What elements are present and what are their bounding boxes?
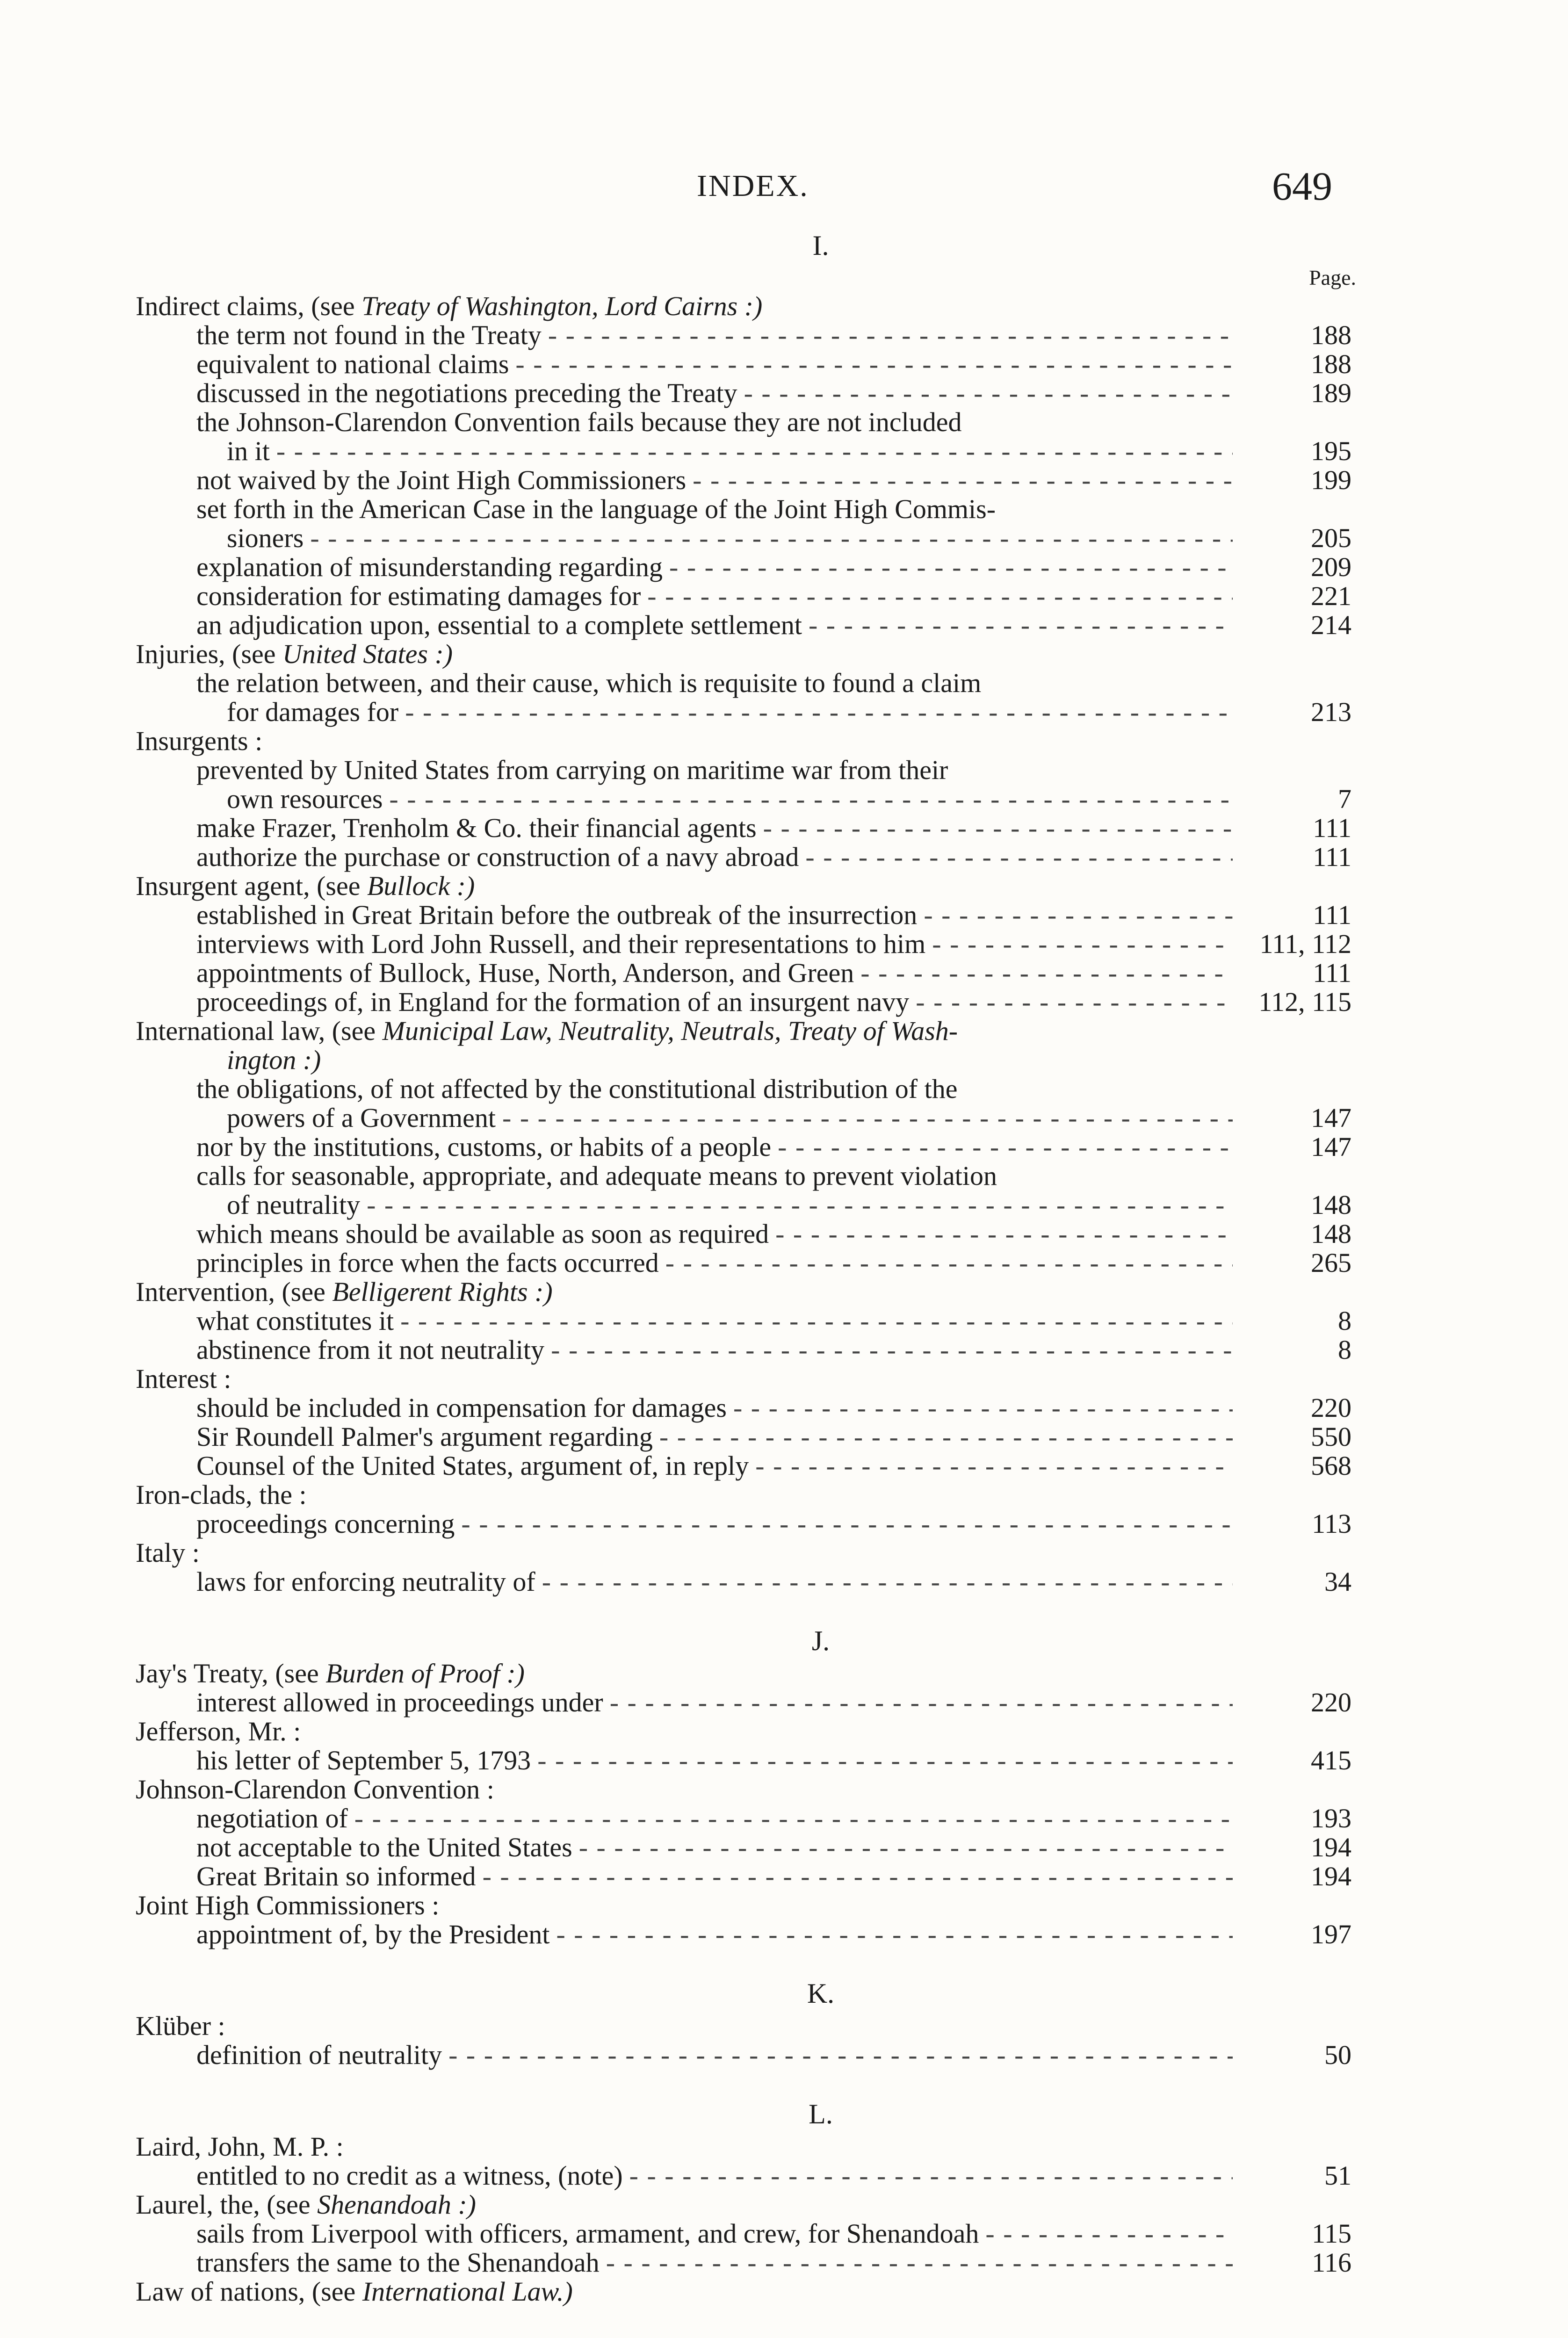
leader-dots (515, 350, 1233, 379)
entry-label: Joint High Commissioners : (136, 1890, 440, 1920)
index-entry (136, 611, 1366, 640)
leader-dots (924, 901, 1233, 930)
cross-reference: Belligerent Rights :) (332, 1277, 553, 1307)
index-entry (136, 1688, 1366, 1717)
leader-dots (805, 843, 1233, 872)
page-reference: 220 (1311, 1393, 1351, 1423)
entry-label: discussed in the negotiations preceding the Treaty (196, 378, 737, 408)
leader-dots (809, 611, 1233, 640)
page-reference: 113 (1312, 1508, 1351, 1539)
index-entry (136, 1891, 1366, 1920)
entry-text (196, 1509, 455, 1538)
page-reference: 8 (1338, 1335, 1351, 1365)
index-entry (136, 1509, 1366, 1538)
entry-text (196, 2041, 442, 2070)
index-entry (136, 524, 1366, 553)
index-entry (136, 2132, 1366, 2161)
page-reference: 214 (1311, 610, 1351, 640)
index-entry (136, 756, 1366, 785)
entry-label: sails from Liverpool with officers, armament, and crew, for Shenandoah (196, 2218, 979, 2249)
entry-text (227, 1104, 496, 1133)
index-entry (136, 959, 1366, 988)
page-reference: 221 (1311, 581, 1351, 611)
entry-label: the Johnson-Clarendon Convention fails because they are not included (196, 407, 962, 437)
index-entry (136, 669, 1366, 698)
entry-label: established in Great Britain before the outbreak of the insurrection (196, 900, 918, 930)
page-reference: 148 (1311, 1190, 1351, 1220)
entry-text (196, 1335, 544, 1364)
index-entry (136, 698, 1366, 727)
index-entry (136, 1775, 1366, 1804)
cross-reference: ington :) (227, 1045, 321, 1075)
entry-label: authorize the purchase or construction of a navy abroad (196, 842, 799, 872)
entry-text (196, 2219, 979, 2248)
entry-text (136, 2277, 573, 2306)
index-entry (136, 437, 1366, 466)
index-entry (136, 930, 1366, 959)
cross-reference: International Law.) (362, 2276, 573, 2307)
entry-text (196, 1248, 659, 1277)
index-entry (136, 2012, 1366, 2041)
entry-text (196, 495, 996, 524)
index-body (136, 229, 1366, 2306)
entry-label: consideration for estimating damages for (196, 581, 641, 611)
cross-reference: United States :) (282, 639, 453, 669)
index-entry (136, 1017, 1366, 1046)
page-reference: 209 (1311, 552, 1351, 582)
index-entry (136, 2161, 1366, 2190)
entry-text (196, 843, 799, 872)
entry-label: Insurgents : (136, 726, 263, 756)
leader-dots (647, 582, 1233, 611)
entry-label: principles in force when the facts occurred (196, 1248, 659, 1278)
index-entry (136, 1538, 1366, 1567)
index-entry (136, 1191, 1366, 1220)
entry-text (196, 321, 542, 350)
leader-dots (448, 2041, 1233, 2070)
page-reference: 147 (1311, 1132, 1351, 1162)
leader-dots (916, 988, 1233, 1017)
section-letter: J. (811, 1625, 830, 1656)
index-entry (136, 1746, 1366, 1775)
entry-text (227, 698, 398, 727)
entry-label: in it (227, 436, 270, 466)
entry-text (136, 2012, 225, 2041)
entry-label: make Frazer, Trenholm & Co. their financial agents (196, 813, 757, 843)
index-entry (136, 2277, 1366, 2306)
entry-label: Great Britain so informed (196, 1861, 476, 1891)
page-reference: 568 (1311, 1450, 1351, 1481)
entry-text (196, 611, 802, 640)
page-reference: 115 (1312, 2218, 1351, 2249)
index-entry (136, 2248, 1366, 2277)
page-reference: 195 (1311, 436, 1351, 466)
entry-text (136, 2132, 344, 2161)
entry-label: not waived by the Joint High Commissioners (196, 465, 686, 495)
leader-dots (354, 1804, 1233, 1833)
section-letter: K. (807, 1978, 835, 2009)
entry-label: transfers the same to the Shenandoah (196, 2247, 600, 2278)
entry-label: nor by the institutions, customs, or habits of a people (196, 1132, 772, 1162)
cross-reference: Shenandoah :) (317, 2189, 476, 2220)
entry-text (136, 1538, 200, 1567)
page-reference: 205 (1311, 523, 1351, 553)
entry-text (196, 930, 925, 959)
entry-label: of neutrality (227, 1190, 361, 1220)
leader-dots (669, 553, 1233, 582)
entry-text (196, 2248, 600, 2277)
leader-dots (775, 1220, 1233, 1248)
entry-text (196, 1422, 653, 1451)
entry-label: the relation between, and their cause, which is requisite to found a claim (196, 668, 982, 698)
entry-label: Laurel, the, (see (136, 2189, 318, 2220)
entry-label: Iron-clads, the : (136, 1479, 307, 1510)
entry-label: Johnson-Clarendon Convention : (136, 1774, 494, 1804)
entry-label: what constitutes it (196, 1306, 394, 1336)
entry-text (136, 1775, 494, 1804)
entry-text (227, 1191, 360, 1220)
page-reference: 194 (1311, 1832, 1351, 1862)
index-entry (136, 2190, 1366, 2219)
entry-text (136, 1277, 553, 1306)
entry-label: which means should be available as soon as required (196, 1219, 769, 1249)
entry-label: proceedings of, in England for the formation of an insurgent navy (196, 987, 910, 1017)
page-title: INDEX. (697, 169, 809, 203)
entry-label: abstinence from it not neutrality (196, 1335, 545, 1365)
leader-dots (733, 1393, 1233, 1422)
entry-text (196, 350, 509, 379)
cross-reference: Treaty of Washington, Lord Cairns :) (361, 291, 763, 321)
entry-text (196, 959, 854, 988)
page-reference: 188 (1311, 349, 1351, 379)
entry-label: prevented by United States from carrying on maritime war from their (196, 755, 948, 785)
index-entry (136, 553, 1366, 582)
leader-dots (537, 1746, 1233, 1775)
entry-text (196, 1133, 771, 1162)
index-entry (136, 785, 1366, 814)
page-reference: 193 (1311, 1803, 1351, 1833)
entry-label: should be included in compensation for damages (196, 1393, 727, 1423)
entry-text (196, 1833, 572, 1862)
page-reference: 111 (1313, 900, 1351, 930)
entry-label: Insurgent agent, (see (136, 871, 367, 901)
leader-dots (400, 1306, 1233, 1335)
entry-label: Italy : (136, 1537, 200, 1568)
page-reference: 148 (1311, 1219, 1351, 1249)
page-reference: 188 (1311, 320, 1351, 350)
entry-label: Sir Roundell Palmer's argument regarding (196, 1422, 653, 1452)
leader-dots (405, 698, 1233, 727)
page-reference: 147 (1311, 1103, 1351, 1133)
index-entry (136, 1393, 1366, 1422)
entry-label: his letter of September 5, 1793 (196, 1745, 531, 1775)
entry-text (136, 1017, 958, 1046)
entry-text (196, 901, 917, 930)
page-number: 649 (1272, 164, 1332, 209)
entry-text (196, 466, 686, 495)
index-entry (136, 843, 1366, 872)
index-entry (136, 1277, 1366, 1306)
entry-label: Law of nations, (see (136, 2276, 362, 2307)
entry-text (196, 2161, 623, 2190)
page-header (0, 164, 1568, 224)
index-entry (136, 1335, 1366, 1364)
entry-label: interest allowed in proceedings under (196, 1687, 603, 1717)
index-entry (136, 1075, 1366, 1104)
leader-dots (778, 1133, 1233, 1162)
page-reference: 111 (1313, 958, 1351, 988)
entry-text (196, 1567, 535, 1596)
leader-dots (860, 959, 1233, 988)
entry-label: negotiation of (196, 1803, 348, 1833)
entry-text (136, 1659, 525, 1688)
index-entry (136, 872, 1366, 901)
entry-text (196, 1746, 531, 1775)
leader-dots (763, 814, 1233, 843)
entry-text (196, 756, 948, 785)
entry-text (196, 1688, 603, 1717)
entry-label: explanation of misunderstanding regarding (196, 552, 663, 582)
entry-label: Klüber : (136, 2011, 225, 2041)
page-reference: 199 (1311, 465, 1351, 495)
page-reference: 50 (1324, 2040, 1351, 2070)
section-letter: I. (812, 230, 829, 261)
index-entry (136, 1248, 1366, 1277)
index-entry (136, 1717, 1366, 1746)
entry-text (196, 1451, 749, 1480)
entry-label: calls for seasonable, appropriate, and adequate means to prevent violation (196, 1161, 997, 1191)
index-entry (136, 2219, 1366, 2248)
index-entry (136, 901, 1366, 930)
leader-dots (548, 321, 1233, 350)
index-entry (136, 1480, 1366, 1509)
cross-reference: Bullock :) (367, 871, 475, 901)
index-entry (136, 1364, 1366, 1393)
index-entry (136, 495, 1366, 524)
entry-label: own resources (227, 784, 383, 814)
entry-text (227, 524, 303, 553)
leader-dots (755, 1451, 1233, 1480)
leader-dots (310, 524, 1233, 553)
page-reference: 34 (1324, 1566, 1351, 1597)
entry-text (196, 1920, 549, 1949)
index-entry (136, 1804, 1366, 1833)
entry-text (196, 814, 757, 843)
entry-text (196, 1862, 476, 1891)
index-entry (136, 1162, 1366, 1191)
leader-dots (659, 1422, 1233, 1451)
leader-dots (542, 1567, 1233, 1596)
index-entry (136, 321, 1366, 350)
page-reference: 111 (1313, 842, 1351, 872)
entry-label: laws for enforcing neutrality of (196, 1566, 535, 1597)
leader-dots (985, 2219, 1233, 2248)
entry-text (196, 1306, 394, 1335)
entry-label: proceedings concerning (196, 1508, 455, 1539)
entry-text (227, 1046, 321, 1075)
entry-label: Indirect claims, (see (136, 291, 362, 321)
entry-label: interviews with Lord John Russell, and their representations to him (196, 929, 926, 959)
page-reference: 265 (1311, 1248, 1351, 1278)
entry-label: Interest : (136, 1364, 231, 1394)
cross-reference: Municipal Law, Neutrality, Neutrals, Treaty of Wash- (382, 1016, 958, 1046)
index-entry (136, 640, 1366, 669)
entry-label: set forth in the American Case in the language of the Joint High Commis- (196, 494, 996, 524)
entry-label: Jefferson, Mr. : (136, 1716, 301, 1746)
entry-label: Injuries, (see (136, 639, 283, 669)
index-entry (136, 814, 1366, 843)
index-entry (136, 988, 1366, 1017)
index-entry (136, 2041, 1366, 2070)
leader-dots (276, 437, 1233, 466)
entry-label: Jay's Treaty, (see (136, 1658, 326, 1689)
leader-dots (483, 1862, 1233, 1891)
entry-label: entitled to no credit as a witness, (note) (196, 2160, 623, 2191)
entry-label: Laird, John, M. P. : (136, 2131, 344, 2162)
leader-dots (389, 785, 1233, 814)
page-reference: 550 (1311, 1422, 1351, 1452)
entry-label: an adjudication upon, essential to a complete settlement (196, 610, 802, 640)
index-entry (136, 1046, 1366, 1075)
index-entry (136, 1862, 1366, 1891)
entry-text (196, 1804, 348, 1833)
entry-label: powers of a Government (227, 1103, 496, 1133)
leader-dots (606, 2248, 1233, 2277)
entry-text (136, 1717, 301, 1746)
entry-text (227, 785, 383, 814)
entry-text (196, 379, 737, 408)
section-letter: L. (809, 2099, 833, 2129)
leader-dots (461, 1509, 1233, 1538)
entry-text (196, 582, 641, 611)
leader-dots (693, 466, 1233, 495)
entry-text (136, 1891, 439, 1920)
index-entry (136, 1451, 1366, 1480)
entry-text (136, 1364, 231, 1393)
index-entry (136, 1833, 1366, 1862)
page-reference: 197 (1311, 1919, 1351, 1949)
index-entry (136, 1920, 1366, 1949)
entry-text (136, 640, 453, 669)
entry-text (136, 2190, 476, 2219)
leader-dots (579, 1833, 1233, 1862)
page-reference: 111 (1313, 813, 1351, 843)
entry-label: appointments of Bullock, Huse, North, Anderson, and Green (196, 958, 854, 988)
entry-text (196, 1162, 997, 1191)
entry-text (136, 872, 475, 901)
leader-dots (556, 1920, 1233, 1949)
index-entry (136, 1422, 1366, 1451)
entry-text (196, 553, 663, 582)
index-entry (136, 1306, 1366, 1335)
entry-label: appointment of, by the President (196, 1919, 550, 1949)
index-entry (136, 408, 1366, 437)
index-entry (136, 1133, 1366, 1162)
page-reference: 116 (1312, 2247, 1351, 2278)
entry-label: Counsel of the United States, argument of, in reply (196, 1450, 749, 1481)
entry-label: International law, (see (136, 1016, 383, 1046)
index-entry (136, 582, 1366, 611)
entry-label: Intervention, (see (136, 1277, 332, 1307)
entry-text (196, 988, 909, 1017)
index-entry (136, 1104, 1366, 1133)
leader-dots (551, 1335, 1233, 1364)
leader-dots (610, 1688, 1233, 1717)
index-entry (136, 466, 1366, 495)
leader-dots (629, 2161, 1233, 2190)
entry-text (136, 292, 762, 321)
page-reference: 194 (1311, 1861, 1351, 1891)
page-reference: 415 (1311, 1745, 1351, 1775)
leader-dots (932, 930, 1233, 959)
index-entry (136, 292, 1366, 321)
entry-text (136, 727, 262, 756)
leader-dots (502, 1104, 1233, 1133)
index-entry (136, 1567, 1366, 1596)
entry-label: not acceptable to the United States (196, 1832, 572, 1862)
entry-label: definition of neutrality (196, 2040, 442, 2070)
page-column-heading: Page. (1309, 266, 1356, 289)
entry-label: the obligations, of not affected by the constitutional distribution of the (196, 1074, 958, 1104)
leader-dots (367, 1191, 1233, 1220)
index-entry (136, 1659, 1366, 1688)
entry-text (196, 1220, 769, 1248)
index-entry (136, 727, 1366, 756)
entry-label: for damages for (227, 697, 399, 727)
entry-label: sioners (227, 523, 304, 553)
page-reference: 213 (1311, 697, 1351, 727)
entry-text (227, 437, 270, 466)
page-reference: 111, 112 (1259, 929, 1351, 959)
entry-text (196, 669, 981, 698)
entry-label: the term not found in the Treaty (196, 320, 542, 350)
entry-text (136, 1480, 307, 1509)
page-reference: 51 (1324, 2160, 1351, 2191)
page-reference: 8 (1338, 1306, 1351, 1336)
leader-dots (744, 379, 1233, 408)
page-reference: 189 (1311, 378, 1351, 408)
index-entry (136, 350, 1366, 379)
entry-text (196, 408, 961, 437)
index-entry (136, 1220, 1366, 1248)
entry-text (196, 1393, 727, 1422)
entry-text (196, 1075, 957, 1104)
page-reference: 7 (1338, 784, 1351, 814)
leader-dots (665, 1248, 1233, 1277)
page-reference: 112, 115 (1258, 987, 1351, 1017)
entry-label: equivalent to national claims (196, 349, 509, 379)
cross-reference: Burden of Proof :) (325, 1658, 525, 1689)
page-reference: 220 (1311, 1687, 1351, 1717)
index-entry (136, 379, 1366, 408)
